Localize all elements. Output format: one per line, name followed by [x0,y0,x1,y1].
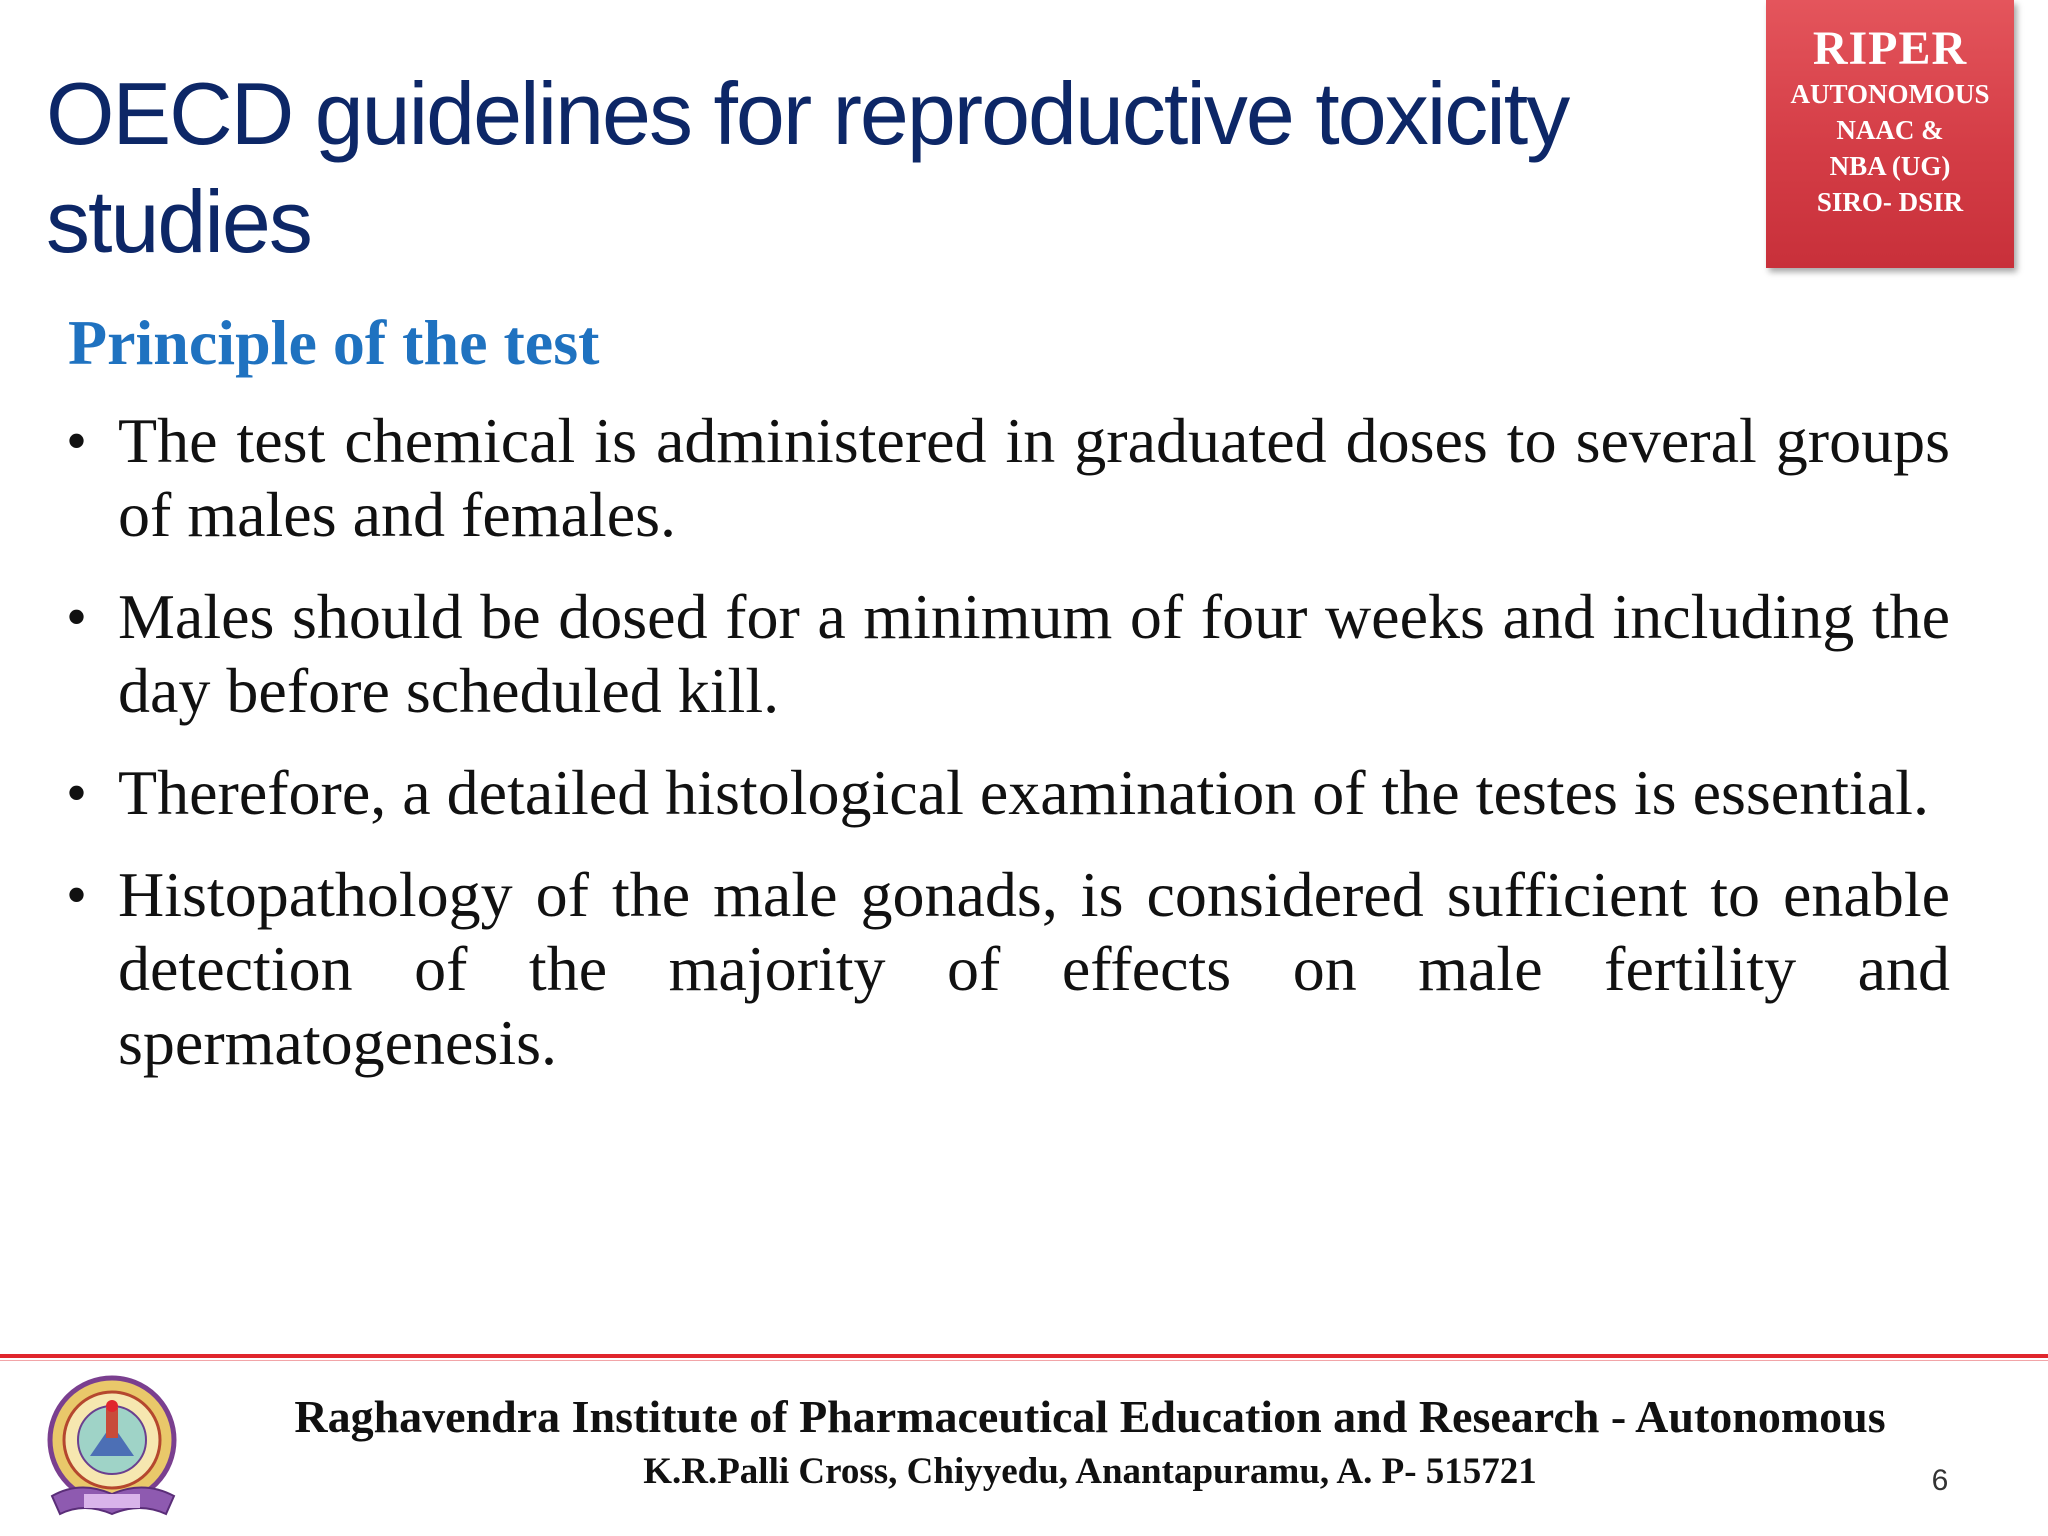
footer-institute-name: Raghavendra Institute of Pharmaceutical Education and Research - Autonomous [294,1391,1886,1442]
footer-divider-shadow [0,1360,2048,1361]
bullet-text: The test chemical is administered in graduated doses to several groups of males and females. [118,405,1950,550]
bullet-item [66,580,1950,728]
badge-line-5: SIRO- DSIR [1816,187,1964,217]
slide-title: OECD guidelines for reproductive toxicity studies [46,64,1569,271]
section-subheading: Principle of the test [68,307,600,378]
footer-divider [0,1354,2048,1358]
page-number: 6 [1931,1464,1949,1497]
accreditation-badge [1766,0,2014,268]
bullet-list [66,404,1950,1108]
badge-line-4: NBA (UG) [1829,151,1951,181]
bullet-text: Therefore, a detailed histological examination of the testes is essential. [118,757,1929,828]
badge-line-2: AUTONOMOUS [1790,79,1990,109]
bullet-icon: • [66,584,88,650]
bullet-item [66,404,1950,552]
bullet-icon: • [66,760,88,826]
bullet-item [66,858,1950,1080]
badge-line-3: NAAC & [1836,115,1944,145]
bullet-icon: • [66,862,88,928]
badge-line-1: RIPER [1812,22,1968,75]
bullet-icon: • [66,408,88,474]
bullet-item [66,756,1950,830]
footer-address: K.R.Palli Cross, Chiyyedu, Anantapuramu, A. P- 515721 [643,1451,1537,1492]
bullet-text: Histopathology of the male gonads, is considered sufficient to enable detection of the majority of effects on male fertility and spermatogenesis. [118,859,1950,1078]
bullet-text: Males should be dosed for a minimum of four weeks and including the day before scheduled kill. [118,581,1950,726]
institute-seal-icon [40,1368,190,1528]
